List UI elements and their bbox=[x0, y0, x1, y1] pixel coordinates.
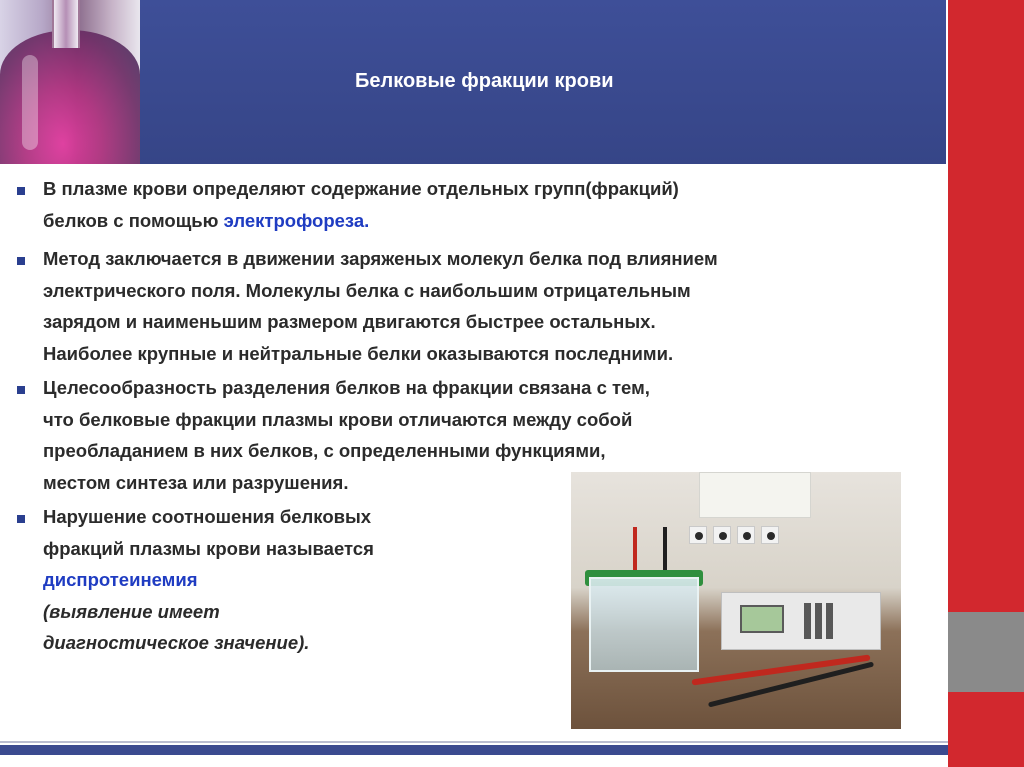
square-bullet-icon bbox=[14, 515, 28, 529]
square-bullet-icon bbox=[14, 386, 28, 400]
text-segment: зарядом и наименьшим размером двигаются быстрее остальных. bbox=[43, 311, 656, 332]
bullet-text-line bbox=[43, 210, 369, 232]
electrophoresis-apparatus-photo bbox=[571, 472, 901, 729]
flask-neck bbox=[52, 0, 80, 48]
highlighted-term: диспротеинемия bbox=[43, 569, 198, 590]
right-strip-gray bbox=[948, 612, 1024, 692]
text-segment: Метод заключается в движении заряженых молекул белка под влиянием bbox=[43, 248, 718, 269]
text-segment: В плазме крови определяют содержание отдельных групп(фракций) bbox=[43, 178, 679, 199]
flask-image bbox=[0, 0, 140, 164]
text-segment: преобладанием в них белков, с определенными функциями, bbox=[43, 440, 606, 461]
square-bullet-icon bbox=[14, 187, 28, 201]
square-bullet-icon bbox=[14, 257, 28, 271]
bullet-text-line bbox=[43, 440, 606, 462]
photo-psu-screen bbox=[740, 605, 784, 633]
photo-gel-tank bbox=[589, 577, 699, 672]
highlighted-term: электрофореза. bbox=[223, 209, 370, 231]
text-segment: что белковые фракции плазмы крови отличаются между собой bbox=[43, 408, 633, 430]
photo-socket bbox=[737, 526, 755, 544]
text-segment: фракций плазмы крови называется bbox=[43, 537, 374, 559]
text-segment: электрического поля. Молекулы белка с наибольшим отрицательным bbox=[43, 279, 691, 301]
bullet-text-line bbox=[43, 377, 650, 399]
bullet-text-line bbox=[43, 311, 656, 333]
photo-socket bbox=[761, 526, 779, 544]
text-segment: Нарушение соотношения белковых bbox=[43, 506, 372, 527]
bullet-text-line bbox=[43, 472, 348, 494]
footer-line bbox=[0, 741, 948, 743]
bullet-text-line bbox=[43, 343, 673, 365]
bullet-text-line bbox=[43, 538, 374, 560]
photo-psu-keypad bbox=[804, 603, 834, 639]
slide-title: Белковые фракции крови bbox=[355, 70, 614, 92]
bullet-text-line bbox=[43, 632, 309, 654]
text-segment: диагностическое значение). bbox=[43, 632, 310, 653]
text-segment: Наиболее крупные и нейтральные белки оказываются последними. bbox=[43, 342, 674, 364]
text-segment: местом синтеза или разрушения. bbox=[43, 471, 349, 493]
bullet-text-line bbox=[43, 569, 198, 591]
bullet-text-line bbox=[43, 601, 220, 623]
flask-highlight bbox=[22, 55, 38, 150]
photo-socket bbox=[713, 526, 731, 544]
bullet-text-line bbox=[43, 280, 691, 302]
text-segment: Целесообразность разделения белков на фракции связана с тем, bbox=[43, 377, 650, 398]
right-strip-red-top bbox=[948, 0, 1024, 612]
right-strip-red-bottom bbox=[948, 692, 1024, 767]
photo-wall-notice bbox=[699, 472, 811, 518]
bullet-text-line bbox=[43, 248, 718, 270]
flask-liquid bbox=[0, 30, 140, 164]
bullet-text-line bbox=[43, 178, 679, 200]
photo-socket bbox=[689, 526, 707, 544]
footer-bar bbox=[0, 745, 948, 755]
text-segment: (выявление имеет bbox=[43, 600, 220, 622]
text-segment: белков с помощью bbox=[43, 209, 224, 231]
bullet-text-line bbox=[43, 506, 371, 528]
bullet-text-line bbox=[43, 409, 632, 431]
photo-power-supply bbox=[721, 592, 881, 650]
